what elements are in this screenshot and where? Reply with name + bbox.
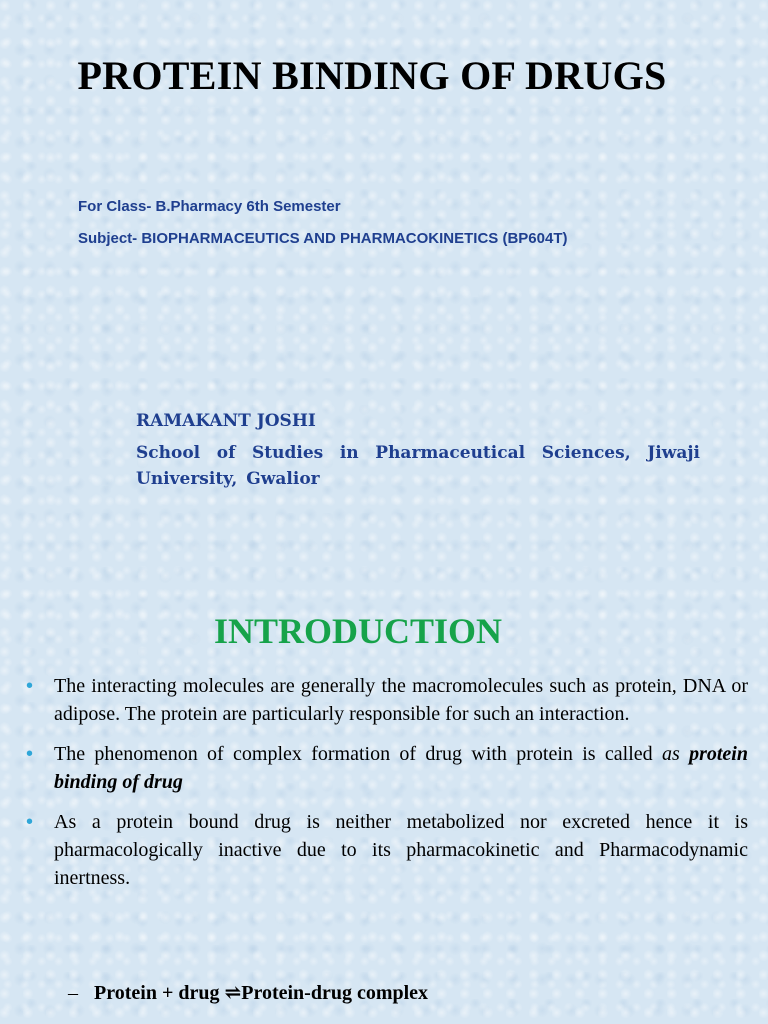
bullet-icon: • <box>26 675 34 697</box>
binding-equation <box>68 980 428 1005</box>
equation-text: Protein + drug ⇌Protein-drug complex <box>94 982 429 1004</box>
bullet-emphasis: protein binding of drug <box>54 743 748 793</box>
bullet-item <box>24 740 748 796</box>
class-line: For Class- B.Pharmacy 6th Semester <box>78 198 341 215</box>
bullet-italic-word: as <box>661 743 680 765</box>
equation-dash: – <box>68 982 78 1004</box>
bullet-icon: • <box>26 743 34 765</box>
bullet-text: As a protein bound drug is neither metabolized nor excreted hence it is pharmacologically inactive due to its pharmacokinetic and Pharmacodynamic inertness. <box>54 811 748 889</box>
bullet-item <box>24 672 748 728</box>
bullet-icon: • <box>26 811 34 833</box>
bullet-text: The interacting molecules are generally the macromolecules such as protein, DNA or adipose. The protein are particularly responsible for such an interaction. <box>54 675 748 725</box>
slide-title: PROTEIN BINDING OF DRUGS <box>77 53 667 98</box>
introduction-heading: INTRODUCTION <box>213 611 503 651</box>
author-block <box>136 408 700 492</box>
bullet-text-group <box>54 740 748 796</box>
bullet-text: The phenomenon of complex formation of drug with protein is called <box>54 743 662 765</box>
author-name: RAMAKANT JOSHI <box>136 411 316 431</box>
author-affiliation: School of Studies in Pharmaceutical Sciences, Jiwaji University, Gwalior <box>136 443 700 489</box>
introduction-slide <box>0 512 768 1024</box>
subject-line: Subject- BIOPHARMACEUTICS AND PHARMACOKINETICS (BP604T) <box>78 230 568 247</box>
bullet-item <box>24 808 748 892</box>
bullet-list <box>24 672 748 904</box>
